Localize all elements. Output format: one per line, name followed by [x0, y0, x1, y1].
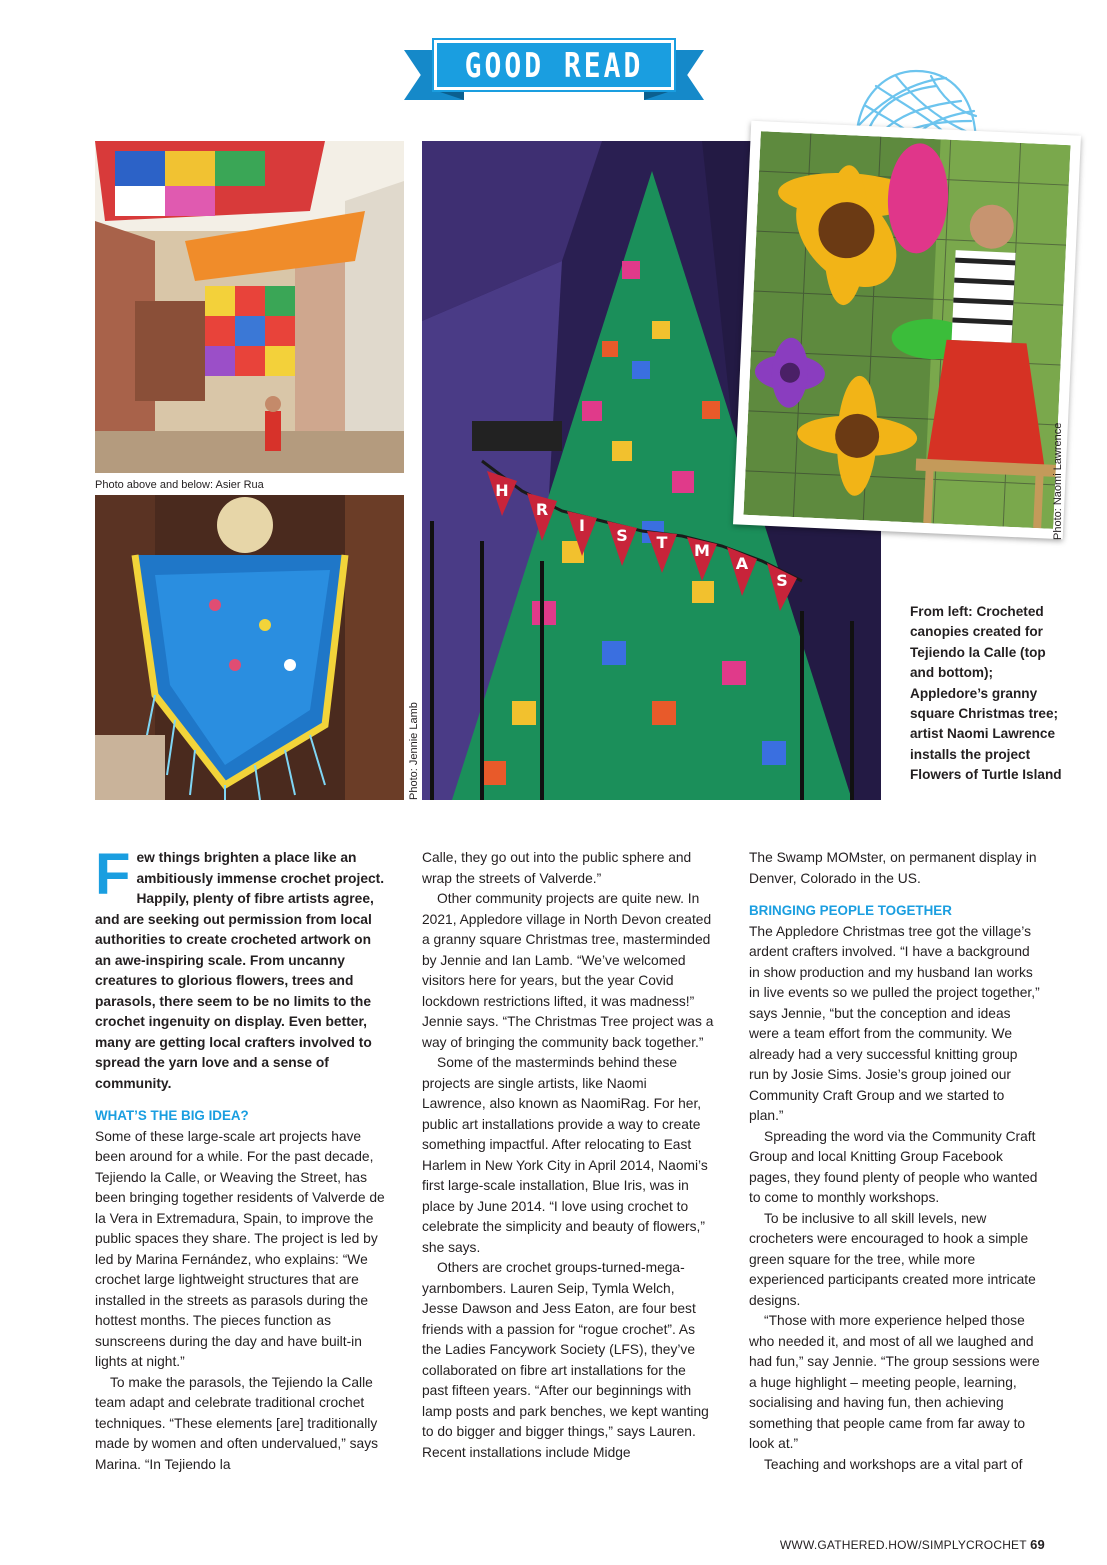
- paragraph: Teaching and workshops are a vital part of: [764, 1456, 1023, 1472]
- footer-url: WWW.GATHERED.HOW/SIMPLYCROCHET: [779, 1538, 1027, 1552]
- photo-flowers-installation: [733, 121, 1081, 540]
- paragraph: Other community projects are quite new. In 2021, Appledore village in North Devon created a granny square Christmas tree, masterminded by Jennie and Ian Lamb. “We’ve welcomed visitors here for years, but the year Covid lockdown restrictions lifted, it was madness!” Jennie says. “The Christmas Tree project was a way of bringing the community back together.”: [422, 891, 714, 1050]
- photo-street-canopies: [95, 141, 404, 473]
- banner-face: [434, 40, 674, 90]
- page-number: 69: [1030, 1537, 1045, 1552]
- intro-text: ew things brighten a place like an ambitiously immense crochet project. Happily, plenty of fibre artists agree, and are seeking out permission from local authorities to create crocheted artwork on an awe-inspiring scale. From uncanny creatures to glorious flowers, trees and parasols, there seem to be no limits to the crochet ingenuity on display. Even better, many are getting local crafters involved to spread the yarn love and a sense of community.: [95, 850, 385, 1091]
- photo-credit-asier-rua: Photo above and below: Asier Rua: [95, 479, 264, 491]
- section-banner: [404, 40, 704, 102]
- bunting-letter: H: [495, 481, 509, 500]
- article-column-2: [422, 848, 714, 1463]
- paragraph: “Those with more experience helped those who needed it, and most of all we laughed and had fun,” say Jennie. “The group sessions were a huge highlight – meeting people, learning, socialising and having fun, then achieving something that people came from far away to look at.”: [749, 1313, 1040, 1451]
- photo-crochet-shawl: [95, 495, 404, 800]
- paragraph: The Appledore Christmas tree got the village’s ardent crafters involved. “I have a background in show production and my husband Ian works in live events so we pulled the project together,” says Jennie, “but the conception and ideas were a team effort from the community. We already had a very successful knitting group run by Josie Sims. Josie’s group joined our Community Craft Group and we started to plan.”: [749, 923, 1040, 1123]
- paragraph: Others are crochet groups-turned-mega-yarnbombers. Lauren Seip, Tymla Welch, Jesse Dawson and Jess Eaton, are four best friends with a passion for “rogue crochet”. As the Ladies Fancywork Society (LFS), they’ve collaborated on fibre art installations for the past fifteen years. “After our beginnings with lamp posts and park benches, we kept wanting to do bigger and bigger things,” says Lauren. Recent installations include Midge: [422, 1260, 709, 1460]
- section-heading-bringing-people-together: BRINGING PEOPLE TOGETHER: [749, 903, 952, 918]
- bunting-letter: R: [535, 500, 549, 519]
- article-intro: [95, 842, 387, 1094]
- paragraph: Calle, they go out into the public sphere and wrap the streets of Valverde.”: [422, 850, 692, 886]
- banner-label: GOOD READ: [464, 45, 644, 85]
- bunting-letter: S: [776, 571, 788, 590]
- paragraph: Spreading the word via the Community Craft Group and local Knitting Group Facebook pages, they found plenty of people who wanted to come to monthly workshops.: [749, 1128, 1038, 1205]
- bunting-letter: I: [579, 516, 585, 535]
- paragraph: To be inclusive to all skill levels, new crocheters were encouraged to hook a simple green square for the tree, while more experienced participants created more intricate designs.: [749, 1210, 1036, 1308]
- paragraph: The Swamp MOMster, on permanent display in Denver, Colorado in the US.: [749, 850, 1037, 886]
- paragraph: Some of the masterminds behind these projects are single artists, like Naomi Lawrence, also known as NaomiRag. For her, public art installations provide a way to create something impactful. After relocating to East Harlem in New York City in April 2014, Naomi’s first large-scale installation, Blue Iris, was in place by June 2014. “I love using crochet to celebrate the simplicity and beauty of flowers,” she says.: [422, 1055, 708, 1255]
- bunting-letter: M: [694, 541, 710, 560]
- article-column-1: [95, 842, 387, 1475]
- paragraph: Some of these large-scale art projects have been around for a while. For the past decade, Tejiendo la Calle, or Weaving the Street, has been bringing together residents of Valverde de la Vera in Extremadura, Spain, to improve the public spaces they share. The project is led by led by Marina Fernández, who explains: “We crochet large lightweight structures that are installed in the streets as parasols during the hottest months. The pieces function as sunscreens during the day and have built-in lights at night.”: [95, 1128, 385, 1369]
- section-heading-big-idea: WHAT’S THE BIG IDEA?: [95, 1108, 249, 1123]
- bunting-letter: A: [735, 554, 749, 573]
- article-column-3: [749, 848, 1041, 1475]
- bunting-letter: T: [656, 533, 668, 552]
- paragraph: To make the parasols, the Tejiendo la Calle team adapt and celebrate traditional crochet techniques. “These elements [are] traditionally made by women and often undervalued,” says Marina. “In Tejiendo la: [95, 1374, 379, 1472]
- bunting-letter: S: [616, 526, 628, 545]
- photo-caption: From left: Crocheted canopies created for Tejiendo la Calle (top and bottom); Appledore’s granny square Christmas tree; artist Naomi Lawrence installs the project Flowers of Turtle Island: [910, 604, 1062, 783]
- drop-cap: F: [95, 842, 131, 907]
- photo-credit-naomi-lawrence: Photo: Naomi Lawrence: [1052, 422, 1064, 540]
- photo-credit-jennie-lamb: Photo: Jennie Lamb: [408, 702, 420, 800]
- page-footer: [780, 1537, 1045, 1552]
